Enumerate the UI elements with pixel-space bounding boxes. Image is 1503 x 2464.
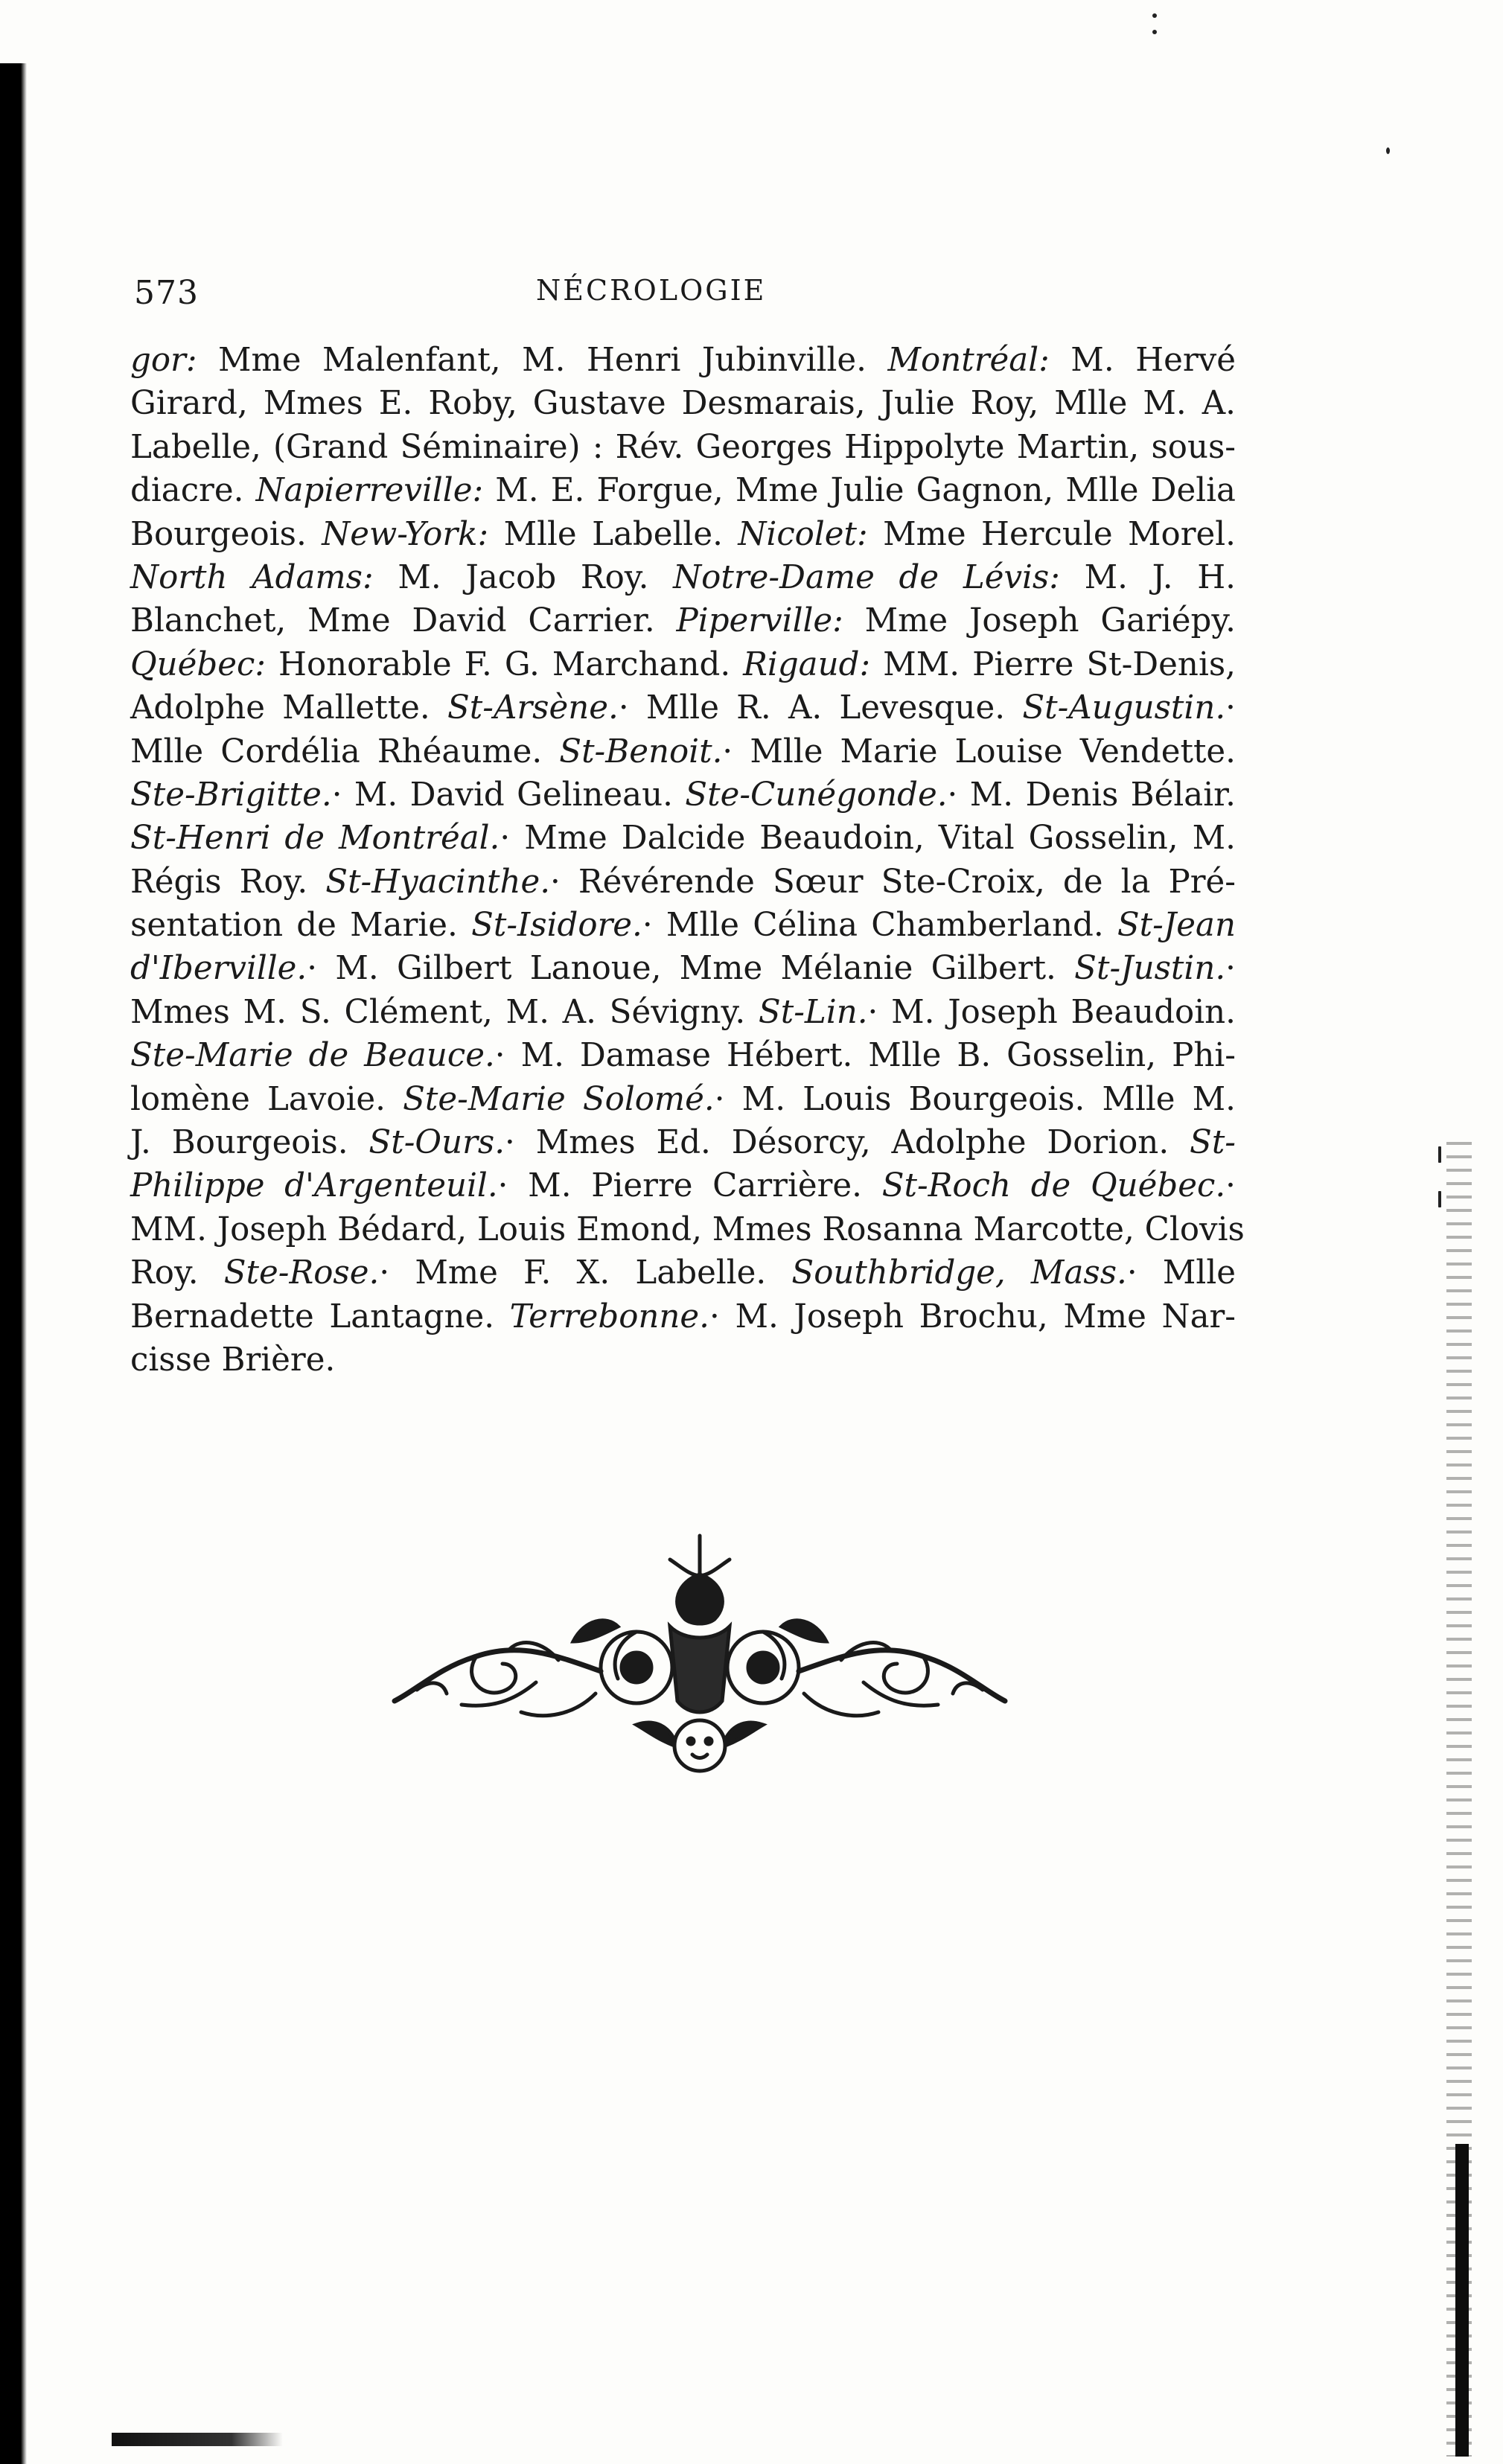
place-name: Montréal: <box>887 342 1050 379</box>
place-name: St-Lin. <box>758 993 868 1031</box>
place-name: Terrebonne. <box>509 1298 710 1335</box>
scan-speck <box>1152 30 1157 34</box>
names-text: Blanchet, Mme David Carrier. <box>130 602 677 640</box>
scan-right-edge-dark <box>1455 2144 1469 2457</box>
place-name: Ste-Rose. <box>223 1254 380 1292</box>
names-text: Mme Malenfant, M. Henri Jubinville. <box>197 342 888 379</box>
running-title: NÉCROLOGIE <box>536 274 767 307</box>
names-text: Adolphe Mallette. <box>130 689 447 727</box>
scan-bottom-mark <box>112 2433 283 2446</box>
place-name: St-Benoit. <box>559 733 723 770</box>
names-text: M. J. H. <box>1059 558 1236 596</box>
text-line <box>130 991 1236 1034</box>
text-line <box>130 861 1236 904</box>
text-line <box>130 1338 1236 1382</box>
scan-speck <box>1152 13 1157 18</box>
names-text: M. E. Forgue, Mme Julie Gagnon, Mlle Delia <box>483 472 1236 510</box>
scan-speck <box>1438 1146 1441 1163</box>
place-name: Québec: <box>130 645 267 683</box>
names-text: Mme Joseph Gariépy. <box>843 602 1236 640</box>
names-text: · M. Damase Hébert. Mlle B. Gosselin, Phi- <box>494 1037 1236 1075</box>
place-name: Ste-Marie Solomé. <box>403 1080 715 1118</box>
names-text: cisse Brière. <box>130 1341 336 1379</box>
names-text: Bernadette Lantagne. <box>130 1298 510 1335</box>
names-text: Honorable F. G. Marchand. <box>266 645 744 683</box>
names-text: · Mlle Marie Louise Vendette. <box>722 733 1236 770</box>
place-name: Rigaud: <box>743 645 871 683</box>
place-name: New-York: <box>322 515 489 553</box>
text-line <box>130 469 1236 512</box>
text-line <box>130 1034 1236 1077</box>
place-name: d'Iberville. <box>130 950 307 988</box>
place-name: gor: <box>130 342 197 379</box>
names-text: · Mme F. X. Labelle. <box>379 1254 792 1292</box>
text-line <box>130 1208 1245 1251</box>
text-line <box>130 1295 1236 1338</box>
names-text: · Mme Dalcide Beaudoin, Vital Gosselin, M. <box>500 820 1236 858</box>
place-name: St-Jean <box>1117 907 1236 945</box>
place-name: Ste-Cunégonde. <box>685 776 948 814</box>
text-line <box>130 904 1236 947</box>
scan-speck <box>1386 147 1390 154</box>
place-name: St-Ours. <box>368 1124 505 1162</box>
names-text: · M. Gilbert Lanoue, Mme Mélanie Gilbert. <box>307 950 1075 988</box>
place-name: Nicolet: <box>738 515 868 553</box>
page-number: 573 <box>134 274 199 312</box>
names-text: · Mlle Célina Chamberland. <box>642 907 1117 945</box>
text-line <box>130 1078 1236 1121</box>
names-text: Mme Hercule Morel. <box>867 515 1236 553</box>
names-text: · M. David Gelineau. <box>331 776 686 814</box>
names-text: Mlle Cordélia Rhéaume. <box>130 733 560 770</box>
names-text: diacre. <box>130 472 256 510</box>
text-line <box>130 382 1236 425</box>
names-text: · M. Denis Bélair. <box>947 776 1236 814</box>
place-name: St-Henri de Montréal. <box>130 820 500 858</box>
text-line <box>130 556 1236 599</box>
place-name: Ste-Brigitte. <box>130 776 332 814</box>
names-text: MM. Pierre St-Denis, <box>870 645 1236 683</box>
names-text: M. Jacob Roy. <box>373 558 674 596</box>
text-line <box>130 817 1236 860</box>
place-name: St- <box>1190 1124 1236 1162</box>
names-text: · M. Pierre Carrière. <box>497 1167 882 1205</box>
floral-cherub-vignette-icon <box>372 1530 1027 1798</box>
names-text: · <box>1225 689 1236 727</box>
text-line <box>130 599 1236 642</box>
names-text: Bourgeois. <box>130 515 322 553</box>
place-name: Southbridge, Mass. <box>791 1254 1127 1292</box>
text-line <box>130 773 1236 817</box>
names-text: · M. Louis Bourgeois. Mlle M. <box>714 1080 1236 1118</box>
text-line <box>130 339 1236 382</box>
text-line <box>130 1164 1236 1207</box>
place-name: St-Augustin. <box>1022 689 1226 727</box>
names-text: Girard, Mmes E. Roby, Gustave Desmarais, Julie Roy, Mlle M. A. <box>130 385 1236 423</box>
text-line <box>130 1121 1236 1164</box>
names-text: Mlle Labelle. <box>488 515 738 553</box>
scan-speck <box>1438 1191 1441 1207</box>
scan-binding-edge <box>0 63 27 2464</box>
names-text: Labelle, (Grand Séminaire) : Rév. Georges Hippolyte Martin, sous- <box>130 428 1236 466</box>
names-text: · Révérende Sœur Ste-Croix, de la Pré- <box>550 863 1236 901</box>
text-line <box>130 730 1236 773</box>
place-name: St-Arsène. <box>447 689 619 727</box>
place-name: Ste-Marie de Beauce. <box>130 1037 495 1075</box>
text-line <box>130 1251 1236 1295</box>
names-text: · M. Joseph Brochu, Mme Nar- <box>709 1298 1236 1335</box>
names-text: MM. Joseph Bédard, Louis Emond, Mmes Rosanna Marcotte, Clovis <box>130 1210 1245 1248</box>
place-name: St-Justin. <box>1074 950 1226 988</box>
place-name: Piperville: <box>676 602 843 640</box>
place-name: Notre-Dame de Lévis: <box>673 558 1060 596</box>
names-text: M. Hervé <box>1049 342 1236 379</box>
names-text: · <box>1225 950 1236 988</box>
place-name: St-Roch de Québec. <box>881 1167 1226 1205</box>
names-text: · Mmes Ed. Désorcy, Adolphe Dorion. <box>505 1124 1190 1162</box>
names-text: · M. Joseph Beaudoin. <box>867 993 1236 1031</box>
names-text: J. Bourgeois. <box>130 1124 369 1162</box>
text-line <box>130 426 1236 469</box>
place-name: St-Hyacinthe. <box>325 863 551 901</box>
text-line <box>130 686 1236 730</box>
necrology-paragraph <box>130 339 1245 1382</box>
names-text: Roy. <box>130 1254 224 1292</box>
names-text: lomène Lavoie. <box>130 1080 403 1118</box>
names-text: · <box>1225 1167 1236 1205</box>
text-line <box>130 513 1236 556</box>
text-line <box>130 643 1236 686</box>
names-text: · Mlle R. A. Levesque. <box>618 689 1023 727</box>
place-name: Philippe d'Argenteuil. <box>130 1167 498 1205</box>
names-text: Mmes M. S. Clément, M. A. Sévigny. <box>130 993 759 1031</box>
names-text: sentation de Marie. <box>130 907 472 945</box>
place-name: Napierreville: <box>255 472 484 510</box>
names-text: · Mlle <box>1126 1254 1236 1292</box>
place-name: St-Isidore. <box>471 907 642 945</box>
place-name: North Adams: <box>130 558 374 596</box>
text-line <box>130 947 1236 990</box>
names-text: Régis Roy. <box>130 863 326 901</box>
